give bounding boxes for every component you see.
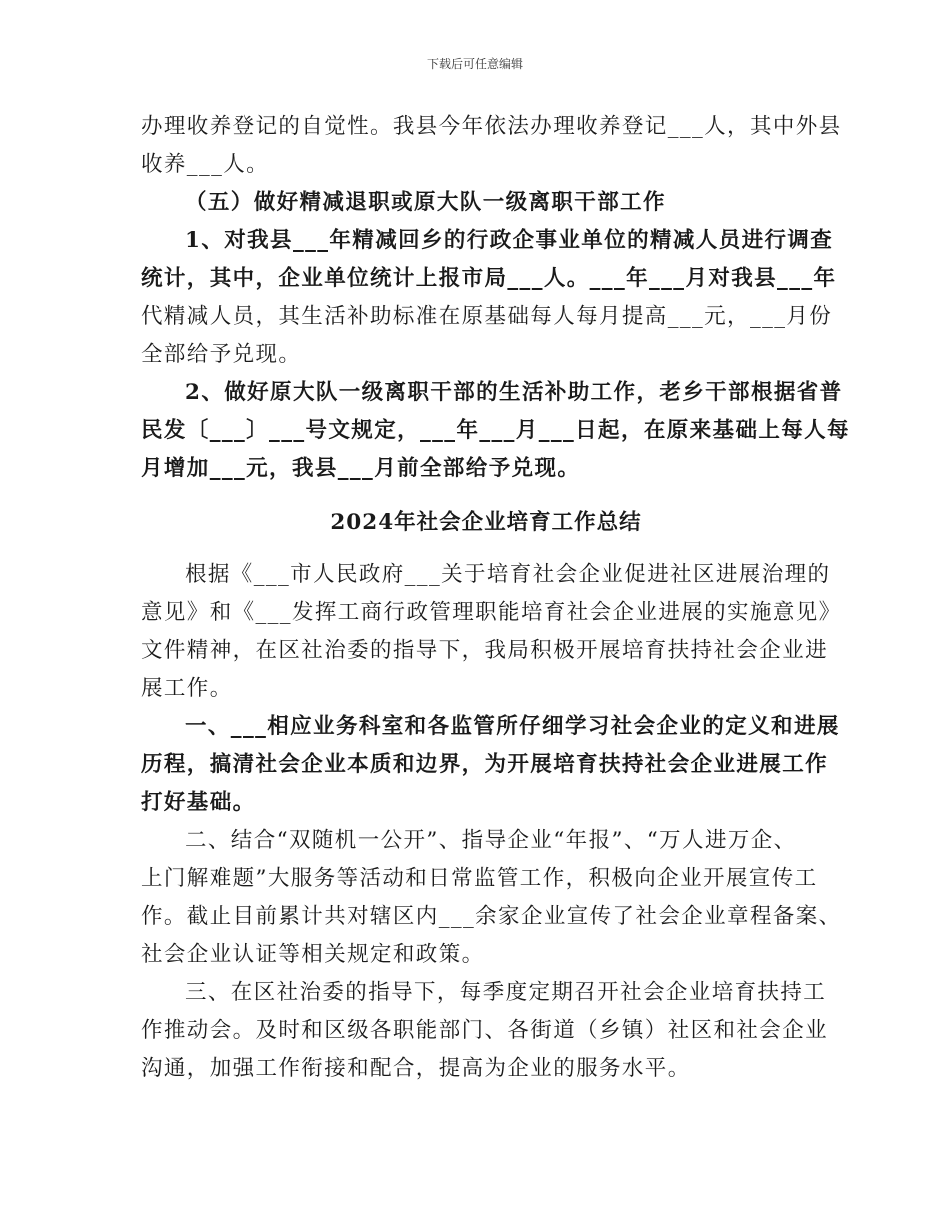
text-line: 作推动会。及时和区级各职能部门、各街道（乡镇）社区和社会企业: [141, 1018, 829, 1043]
text-line: 民发〔___〕___号文规定，___年___月___日起，在原来基础上每人每: [141, 418, 850, 443]
text-line: 全部给予兑现。: [141, 342, 302, 367]
document-body: [141, 108, 850, 1088]
text-line: 根据《___市人民政府___关于培育社会企业促进社区进展治理的: [185, 562, 831, 587]
text-line: 打好基础。: [141, 790, 256, 815]
text-line: 代精减人员，其生活补助标准在原基础每人每月提高___元，___月份: [141, 304, 833, 329]
text-line: 月增加___元，我县___月前全部给予兑现。: [141, 456, 581, 481]
text-line: 办理收养登记的自觉性。我县今年依法办理收养登记___人，其中外县: [141, 114, 842, 139]
text-line: 收养___人。: [141, 152, 270, 177]
text-line: 作。截止目前累计共对辖区内___余家企业宣传了社会企业章程备案、: [141, 904, 842, 929]
page-header: 下载后可任意编辑: [426, 57, 523, 71]
text-line: 1、对我县___年精减回乡的行政企事业单位的精减人员进行调查: [185, 228, 834, 253]
section-heading: （五）做好精减退职或原大队一级离职干部工作: [185, 190, 666, 215]
text-line: 展工作。: [141, 676, 233, 701]
document-title: 2024年社会企业培育工作总结: [330, 510, 642, 535]
text-line: 沟通，加强工作衔接和配合，提高为企业的服务水平。: [141, 1056, 691, 1081]
text-line: 2、做好原大队一级离职干部的生活补助工作，老乡干部根据省普: [185, 380, 843, 405]
text-line: 二、结合“双随机一公开”、指导企业“年报”、“万人进万企、: [185, 828, 797, 853]
text-line: 社会企业认证等相关规定和政策。: [141, 942, 485, 967]
text-line: 统计，其中，企业单位统计上报市局___人。___年___月对我县___年: [141, 266, 837, 291]
text-line: 意见》和《___发挥工商行政管理职能培育社会企业进展的实施意见》: [141, 600, 842, 625]
text-line: 三、在区社治委的指导下，每季度定期召开社会企业培育扶持工: [185, 980, 827, 1005]
text-line: 历程，搞清社会企业本质和边界，为开展培育扶持社会企业进展工作: [141, 752, 829, 777]
text-line: 一、___相应业务科室和各监管所仔细学习社会企业的定义和进展: [185, 714, 840, 739]
text-line: 文件精神，在区社治委的指导下，我局积极开展培育扶持社会企业进: [141, 638, 829, 663]
text-line: 上门解难题”大服务等活动和日常监管工作，积极向企业开展宣传工: [141, 866, 818, 891]
